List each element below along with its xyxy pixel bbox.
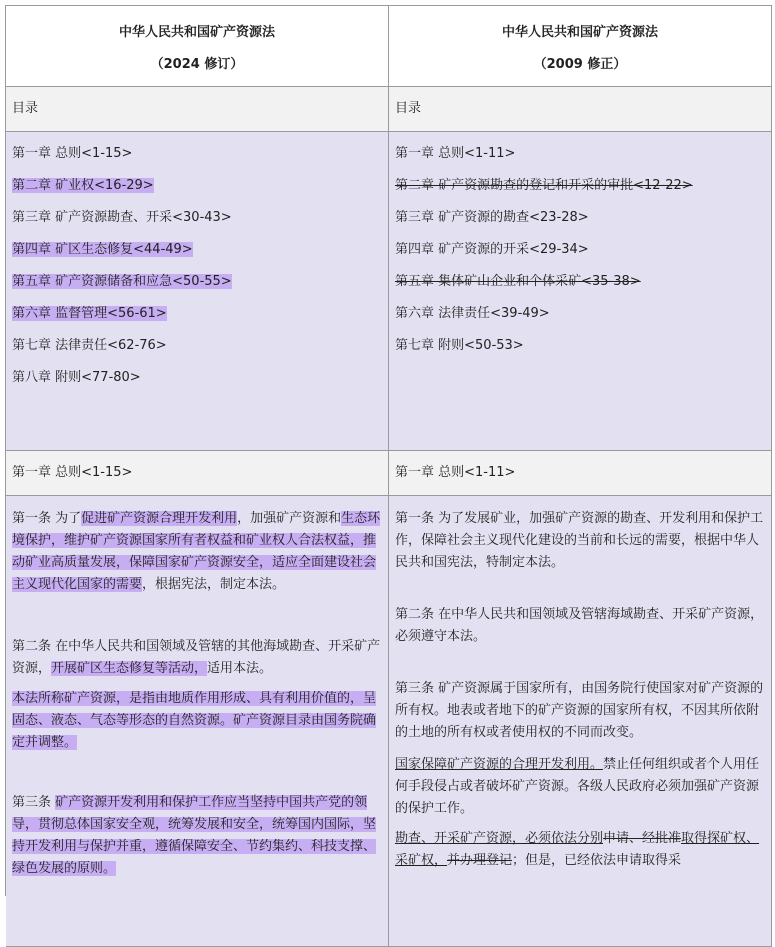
article-text: 禁止任何组织或者个人用任何手段侵占或者破坏矿产资源。各级人民政府必须加强矿产资源的保护工作。 [395,757,760,816]
toc-left-item: 第五章 矿产资源储备和应急<50-55> [12,274,232,289]
article-3-para-3 [395,828,765,872]
changed-text: 国家保障矿产资源的合理开发利用。 [395,757,604,772]
article-text: ，根据宪法，制定本法。 [142,577,286,592]
toc-label-left: 目录 [6,87,389,131]
toc-left-item: 第二章 矿业权<16-29> [12,178,154,193]
right-law-title: 中华人民共和国矿产资源法 [501,25,658,40]
header-right [389,6,772,86]
toc-left-item: 第八章 附则<77-80> [12,370,141,385]
article-text: 适用本法。 [207,661,273,676]
left-version: （2024 修订） [150,57,244,72]
header-row [6,6,772,87]
left-law-title: 中华人民共和国矿产资源法 [118,25,275,40]
deleted-text: 申请、经批准 [603,831,682,846]
toc-row [6,132,772,451]
highlighted-text: 开展矿区生态修复等活动， [51,661,208,676]
article-2 [12,636,382,680]
deleted-text: 并办理登记 [447,853,513,868]
toc-right-item: 第一章 总则<1-11> [395,146,516,161]
changed-text: 取得探矿权、采矿权， [395,831,760,868]
article-1: 第一条 为了发展矿业，加强矿产资源的勘查、开发利用和保护工作，保障社会主义现代化建设的当前和长远的需要，根据中华人民共和国宪法，特制定本法。 [395,511,764,570]
changed-text: 勘查、开采矿产资源，必须依法分别 [395,831,604,846]
highlighted-text: 矿产资源开发利用和保护工作应当坚持中国共产党的领导，贯彻总体国家安全观，统筹发展和安全，统筹国内国际，坚持开发利用与保护并重，遵循保障安全、节约集约、科技支撑、绿色发展的原则。 [12,795,377,876]
article-text: 第二条 在中华人民共和国领域及管辖的其他海域勘查、开采矿产资源， [12,639,381,676]
article-2: 第二条 在中华人民共和国领域及管辖海域勘查、开采矿产资源，必须遵守本法。 [395,607,764,644]
article-text: 第一条 为了 [12,511,82,526]
toc-left-item: 第六章 监督管理<56-61> [12,306,167,321]
toc-label-row [6,87,772,132]
highlighted-text: 促进矿产资源合理开发利用 [81,511,238,526]
toc-label-right: 目录 [389,87,772,131]
toc-left-item: 第四章 矿区生态修复<44-49> [12,242,193,257]
toc-left [6,132,389,450]
articles-right [389,496,772,946]
header-left [6,6,389,86]
article-3: 第三条 矿产资源属于国家所有，由国务院行使国家对矿产资源的所有权。地表或者地下的矿产资源的国家所有权，不因其所依附的土地的所有权或者使用权的不同而改变。 [395,681,764,740]
highlighted-text: 本法所称矿产资源，是指由地质作用形成、具有利用价值的，呈固态、液态、气态等形态的自然资源。矿产资源目录由国务院确定并调整。 [12,691,377,750]
toc-left-item: 第七章 法律责任<62-76> [12,338,167,353]
chapter-left: 第一章 总则<1-15> [6,451,389,495]
comparison-table [5,5,772,896]
article-text: ；但是，已经依法申请取得采 [512,853,682,868]
toc-left-item: 第一章 总则<1-15> [12,146,133,161]
article-1 [12,508,382,596]
toc-right-item: 第七章 附则<50-53> [395,338,524,353]
toc-right-item: 第六章 法律责任<39-49> [395,306,550,321]
chapter-row [6,451,772,496]
article-3 [12,792,382,880]
toc-right-item: 第三章 矿产资源的勘查<23-28> [395,210,589,225]
toc-right-item: 第四章 矿产资源的开采<29-34> [395,242,589,257]
articles-row [6,496,772,947]
article-text: ，加强矿产资源和 [237,511,342,526]
right-version: （2009 修正） [533,57,627,72]
toc-right-item-deleted: 第二章 矿产资源勘查的登记和开采的审批<12-22> [395,178,693,193]
articles-left [6,496,389,946]
article-2-para-2 [12,688,382,754]
highlighted-text: 生态环境保护，维护矿产资源国家所有者权益和矿业权人合法权益，推动矿业高质量发展，保障国家矿产资源安全，适应全面建设社会主义现代化国家的需要 [12,511,381,592]
toc-right [389,132,772,450]
toc-right-item-deleted: 第五章 集体矿山企业和个体采矿<35-38> [395,274,641,289]
chapter-right: 第一章 总则<1-11> [389,451,772,495]
article-text: 第三条 [12,795,56,810]
toc-left-item: 第三章 矿产资源勘查、开采<30-43> [12,210,232,225]
article-3-para-2 [395,754,765,820]
